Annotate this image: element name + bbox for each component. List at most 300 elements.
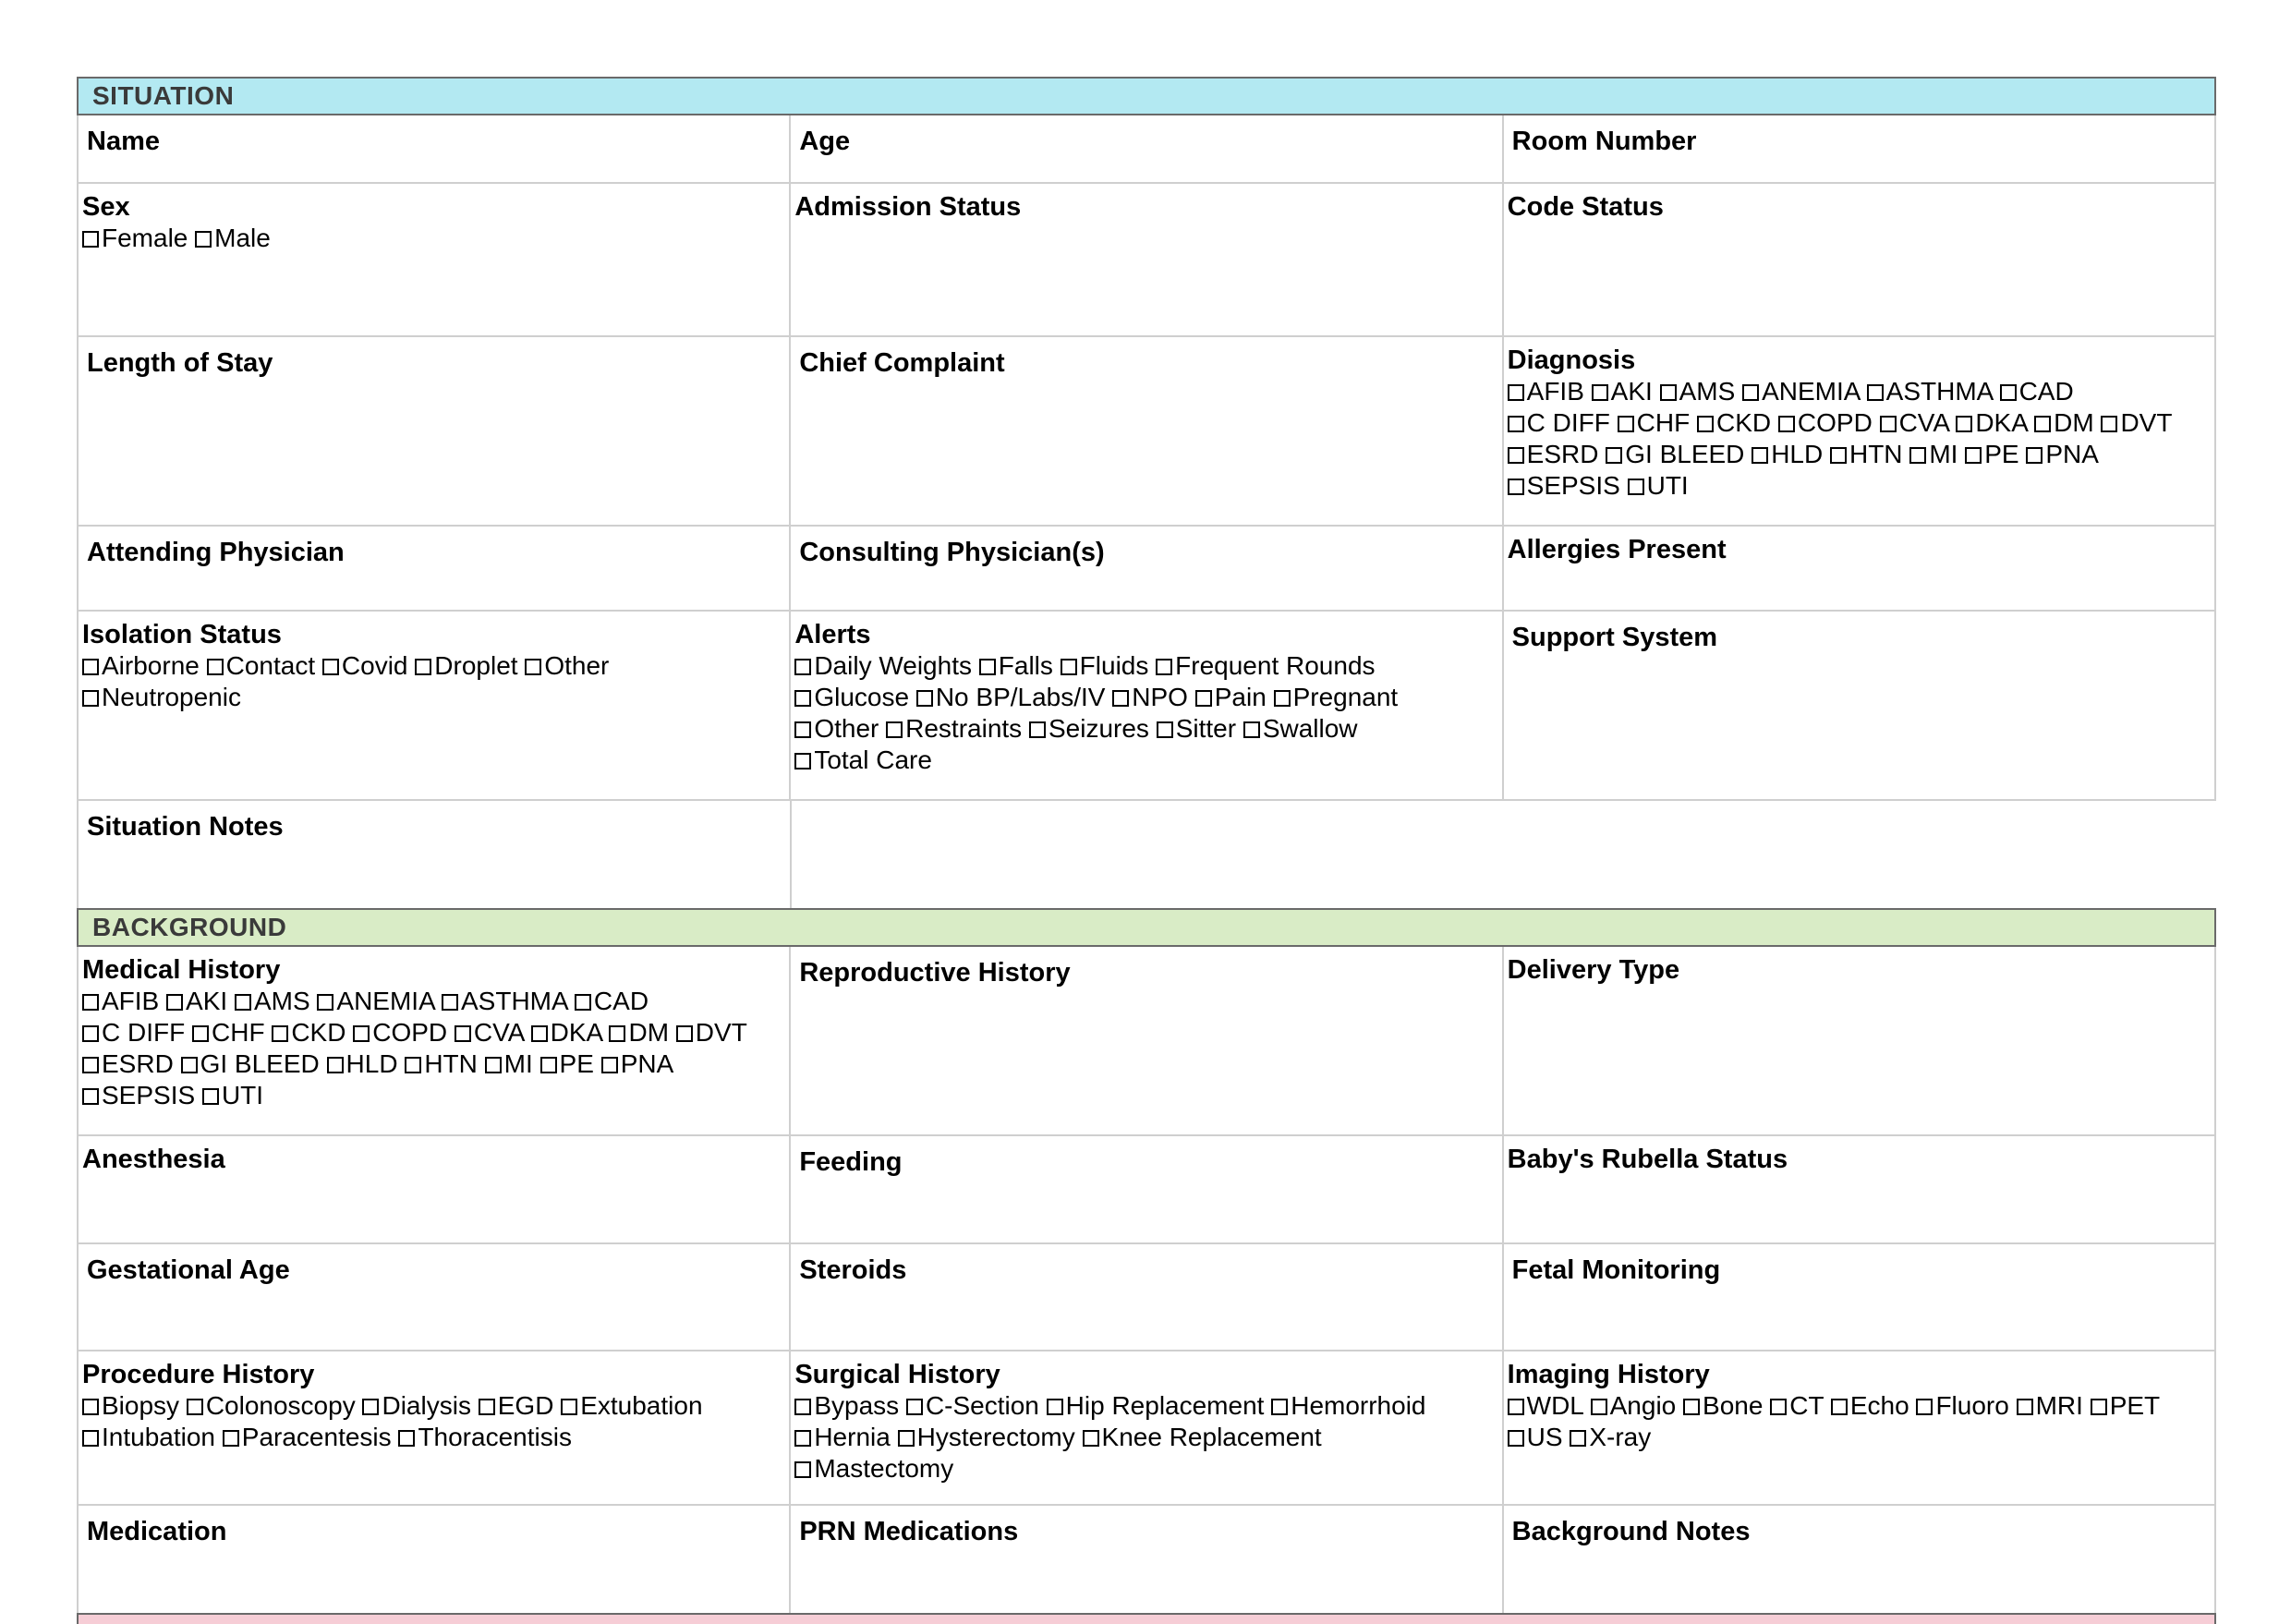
checkbox-option[interactable] bbox=[327, 1049, 398, 1078]
options-line bbox=[1508, 376, 2211, 407]
checkbox-option[interactable] bbox=[1742, 377, 1860, 406]
checkbox-option-label: ANEMIA bbox=[1762, 377, 1860, 406]
checkbox-icon[interactable] bbox=[1508, 479, 1524, 495]
background-row-2 bbox=[77, 1136, 2216, 1244]
procedure-history-options bbox=[82, 1390, 785, 1453]
checkbox-option-label: Other bbox=[814, 714, 879, 743]
checkbox-option[interactable] bbox=[1508, 1391, 1583, 1420]
delivery-type-field[interactable] bbox=[1504, 947, 2216, 1136]
options-line bbox=[1508, 1390, 2211, 1422]
checkbox-option[interactable] bbox=[1029, 714, 1149, 743]
checkbox-option[interactable] bbox=[166, 987, 227, 1015]
checkbox-option[interactable] bbox=[794, 1423, 890, 1451]
checkbox-option[interactable] bbox=[1112, 683, 1188, 711]
checkbox-icon[interactable] bbox=[1880, 416, 1897, 432]
checkbox-option[interactable] bbox=[272, 1018, 345, 1047]
checkbox-icon[interactable] bbox=[979, 659, 996, 675]
situation-section-header bbox=[77, 77, 2216, 115]
checkbox-option[interactable] bbox=[1697, 408, 1771, 437]
checkbox-icon[interactable] bbox=[1956, 416, 1972, 432]
checkbox-option[interactable] bbox=[1830, 440, 1903, 468]
checkbox-icon[interactable] bbox=[1830, 447, 1847, 464]
checkbox-icon[interactable] bbox=[442, 994, 458, 1011]
checkbox-option-label: Airborne bbox=[102, 651, 200, 680]
checkbox-option[interactable] bbox=[794, 651, 972, 680]
checkbox-option-label: DM bbox=[2054, 408, 2094, 437]
checkbox-option-label: Extubation bbox=[580, 1391, 703, 1420]
checkbox-icon[interactable] bbox=[317, 994, 333, 1011]
checkbox-option[interactable] bbox=[1965, 440, 2018, 468]
checkbox-icon[interactable] bbox=[898, 1430, 915, 1447]
checkbox-option-label: PE bbox=[559, 1049, 594, 1078]
medication-field[interactable] bbox=[79, 1506, 791, 1613]
checkbox-option[interactable] bbox=[362, 1391, 470, 1420]
checkbox-icon[interactable] bbox=[1157, 721, 1173, 738]
support-system-label: Support System bbox=[1511, 623, 1718, 652]
support-system-field[interactable] bbox=[1504, 612, 2216, 801]
length-of-stay-label: Length of Stay bbox=[87, 348, 273, 378]
checkbox-icon[interactable] bbox=[609, 1025, 625, 1042]
checkbox-icon[interactable] bbox=[202, 1088, 219, 1105]
checkbox-icon[interactable] bbox=[479, 1399, 495, 1415]
checkbox-icon[interactable] bbox=[1047, 1399, 1063, 1415]
checkbox-icon[interactable] bbox=[398, 1430, 415, 1447]
options-line bbox=[1508, 470, 2211, 502]
checkbox-option-label: HLD bbox=[1771, 440, 1824, 468]
checkbox-icon[interactable] bbox=[1752, 447, 1768, 464]
checkbox-icon[interactable] bbox=[2017, 1399, 2033, 1415]
gestational-age-field[interactable] bbox=[79, 1244, 791, 1351]
checkbox-option-label: AFIB bbox=[1526, 377, 1584, 406]
checkbox-option[interactable] bbox=[2026, 440, 2099, 468]
allergies-present-label: Allergies Present bbox=[1507, 535, 1727, 564]
age-field[interactable] bbox=[791, 115, 1503, 184]
checkbox-option[interactable] bbox=[1660, 377, 1736, 406]
feeding-label: Feeding bbox=[799, 1147, 903, 1177]
checkbox-icon[interactable] bbox=[1083, 1430, 1099, 1447]
checkbox-option[interactable] bbox=[1243, 714, 1358, 743]
sex-checkbox-option[interactable]: Male bbox=[195, 224, 271, 252]
options-line bbox=[1508, 1422, 2211, 1453]
checkbox-icon[interactable] bbox=[181, 1057, 198, 1073]
checkbox-icon[interactable] bbox=[1606, 447, 1622, 464]
anesthesia-label: Anesthesia bbox=[82, 1145, 225, 1174]
checkbox-option[interactable] bbox=[1880, 408, 1949, 437]
checkbox-option-label: NPO bbox=[1132, 683, 1188, 711]
checkbox-icon[interactable] bbox=[1742, 384, 1759, 401]
checkbox-option-label: Falls bbox=[998, 651, 1053, 680]
checkbox-icon[interactable] bbox=[192, 1025, 209, 1042]
checkbox-option[interactable] bbox=[794, 1391, 899, 1420]
checkbox-icon[interactable] bbox=[886, 721, 903, 738]
checkbox-icon[interactable] bbox=[575, 994, 591, 1011]
checkbox-icon[interactable] bbox=[1916, 1399, 1933, 1415]
checkbox-icon[interactable] bbox=[1697, 416, 1714, 432]
checkbox-icon[interactable] bbox=[82, 690, 99, 707]
options-line bbox=[82, 986, 785, 1017]
checkbox-icon[interactable] bbox=[794, 690, 811, 707]
options-line bbox=[82, 1080, 785, 1111]
checkbox-option[interactable] bbox=[2101, 408, 2172, 437]
checkbox-option[interactable] bbox=[1606, 440, 1744, 468]
checkbox-option[interactable] bbox=[1570, 1423, 1651, 1451]
checkbox-option-label: ESRD bbox=[102, 1049, 174, 1078]
checkbox-option[interactable] bbox=[207, 651, 316, 680]
checkbox-icon[interactable] bbox=[1029, 721, 1046, 738]
checkbox-icon[interactable] bbox=[1508, 384, 1524, 401]
checkbox-option[interactable] bbox=[479, 1391, 554, 1420]
room-number-field[interactable] bbox=[1504, 115, 2216, 184]
checkbox-option[interactable] bbox=[1047, 1391, 1265, 1420]
checkbox-option[interactable] bbox=[82, 651, 200, 680]
checkbox-option[interactable] bbox=[794, 1454, 953, 1483]
checkbox-option[interactable] bbox=[601, 1049, 674, 1078]
checkbox-option-label: Dialysis bbox=[382, 1391, 471, 1420]
checkbox-option[interactable] bbox=[322, 651, 408, 680]
checkbox-option[interactable] bbox=[2000, 377, 2074, 406]
checkbox-option[interactable] bbox=[794, 714, 879, 743]
checkbox-icon[interactable] bbox=[525, 659, 541, 675]
checkbox-option[interactable] bbox=[906, 1391, 1039, 1420]
code-status-label: Code Status bbox=[1507, 192, 1664, 222]
checkbox-icon[interactable] bbox=[1683, 1399, 1700, 1415]
checkbox-option-label: DVT bbox=[2120, 408, 2173, 437]
diagnosis-label: Diagnosis bbox=[1507, 345, 1636, 375]
checkbox-option-label: COPD bbox=[1797, 408, 1873, 437]
length-of-stay-field[interactable] bbox=[79, 337, 791, 527]
checkbox-icon[interactable] bbox=[82, 1057, 99, 1073]
sex-field bbox=[79, 184, 791, 337]
checkbox-option[interactable] bbox=[794, 745, 932, 774]
checkbox-option[interactable] bbox=[886, 714, 1022, 743]
checkbox-icon[interactable] bbox=[794, 721, 811, 738]
checkbox-icon[interactable] bbox=[223, 1430, 239, 1447]
checkbox-icon[interactable] bbox=[2026, 447, 2043, 464]
checkbox-option[interactable] bbox=[82, 1081, 195, 1109]
checkbox-option[interactable] bbox=[540, 1049, 594, 1078]
checkbox-option[interactable] bbox=[916, 683, 1106, 711]
situation-row-6 bbox=[77, 801, 2216, 908]
sbar-report-form bbox=[77, 77, 2216, 1624]
checkbox-icon[interactable] bbox=[1274, 690, 1291, 707]
checkbox-icon[interactable] bbox=[187, 1399, 203, 1415]
checkbox-icon[interactable] bbox=[1570, 1430, 1586, 1447]
checkbox-option-label: C-Section bbox=[925, 1391, 1039, 1420]
checkbox-option[interactable] bbox=[415, 651, 517, 680]
chief-complaint-label: Chief Complaint bbox=[799, 348, 1005, 378]
checkbox-option[interactable] bbox=[525, 651, 609, 680]
options-line bbox=[794, 1422, 1497, 1453]
checkbox-option[interactable] bbox=[192, 1018, 265, 1047]
checkbox-option[interactable] bbox=[979, 651, 1053, 680]
chief-complaint-field[interactable] bbox=[791, 337, 1503, 527]
checkbox-icon[interactable] bbox=[1156, 659, 1172, 675]
checkbox-option-label: SEPSIS bbox=[1526, 471, 1620, 500]
checkbox-option-label: Fluoro bbox=[1935, 1391, 2009, 1420]
consulting-physicians-field[interactable] bbox=[791, 527, 1503, 612]
checkbox-icon[interactable] bbox=[561, 1399, 577, 1415]
background-notes-field[interactable] bbox=[1504, 1506, 2216, 1613]
checkbox-icon[interactable] bbox=[1508, 1399, 1524, 1415]
checkbox-icon[interactable] bbox=[2091, 1399, 2107, 1415]
checkbox-icon[interactable] bbox=[82, 659, 99, 675]
checkbox-icon[interactable] bbox=[1243, 721, 1260, 738]
code-status-field[interactable] bbox=[1504, 184, 2216, 337]
checkbox-icon[interactable] bbox=[485, 1057, 502, 1073]
checkbox-option[interactable] bbox=[82, 1018, 185, 1047]
checkbox-icon[interactable] bbox=[1112, 690, 1129, 707]
checkbox-icon[interactable] bbox=[794, 1430, 811, 1447]
checkbox-icon[interactable] bbox=[322, 659, 339, 675]
checkbox-icon[interactable] bbox=[82, 994, 99, 1011]
checkbox-option[interactable] bbox=[82, 683, 241, 711]
checkbox-option[interactable] bbox=[2034, 408, 2094, 437]
prn-medications-field[interactable] bbox=[791, 1506, 1503, 1613]
checkbox-option[interactable] bbox=[1778, 408, 1873, 437]
situation-notes-field[interactable] bbox=[79, 801, 792, 908]
feeding-field[interactable] bbox=[791, 1136, 1503, 1244]
allergies-present-field[interactable] bbox=[1504, 527, 2216, 612]
checkbox-option-label: MI bbox=[503, 1049, 533, 1078]
anesthesia-field[interactable] bbox=[79, 1136, 791, 1244]
checkbox-icon[interactable] bbox=[2000, 384, 2017, 401]
checkbox-option[interactable] bbox=[442, 987, 567, 1015]
checkbox-icon[interactable] bbox=[1660, 384, 1677, 401]
background-notes-label: Background Notes bbox=[1511, 1517, 1751, 1546]
checkbox-option-label: EGD bbox=[497, 1391, 554, 1420]
checkbox-option[interactable] bbox=[82, 1049, 174, 1078]
steroids-field[interactable] bbox=[791, 1244, 1503, 1351]
checkbox-option[interactable] bbox=[455, 1018, 524, 1047]
checkbox-option[interactable] bbox=[223, 1423, 392, 1451]
checkbox-option-label: ASTHMA bbox=[461, 987, 568, 1015]
checkbox-option[interactable] bbox=[1157, 714, 1236, 743]
checkbox-option[interactable] bbox=[1508, 408, 1610, 437]
options-line bbox=[794, 1453, 1497, 1485]
checkbox-option-label: Frequent Rounds bbox=[1175, 651, 1376, 680]
checkbox-option[interactable] bbox=[561, 1391, 702, 1420]
checkbox-option[interactable] bbox=[1618, 408, 1691, 437]
checkbox-option[interactable] bbox=[2091, 1391, 2160, 1420]
checkbox-option[interactable] bbox=[317, 987, 434, 1015]
reproductive-history-field[interactable] bbox=[791, 947, 1503, 1136]
checkbox-icon[interactable] bbox=[1508, 447, 1524, 464]
checkbox-icon[interactable] bbox=[1778, 416, 1795, 432]
checkbox-option[interactable] bbox=[1274, 683, 1399, 711]
checkbox-option[interactable] bbox=[181, 1049, 320, 1078]
checkbox-option[interactable] bbox=[1508, 440, 1599, 468]
situation-notes-label: Situation Notes bbox=[87, 812, 284, 842]
checkbox-icon[interactable] bbox=[195, 231, 212, 248]
checkbox-icon[interactable] bbox=[1591, 1399, 1607, 1415]
situation-row-1 bbox=[77, 115, 2216, 184]
checkbox-option[interactable] bbox=[1628, 471, 1689, 500]
checkbox-option[interactable] bbox=[1591, 1391, 1677, 1420]
checkbox-icon[interactable] bbox=[794, 659, 811, 675]
checkbox-option-label: Thoracentisis bbox=[418, 1423, 572, 1451]
checkbox-icon[interactable] bbox=[916, 690, 933, 707]
checkbox-option[interactable] bbox=[1156, 651, 1375, 680]
checkbox-option[interactable] bbox=[1831, 1391, 1909, 1420]
checkbox-option-label: AMS bbox=[1679, 377, 1736, 406]
checkbox-option[interactable] bbox=[575, 987, 649, 1015]
checkbox-option[interactable] bbox=[485, 1049, 533, 1078]
checkbox-option-label: PNA bbox=[620, 1049, 674, 1078]
checkbox-icon[interactable] bbox=[531, 1025, 548, 1042]
checkbox-option[interactable] bbox=[1683, 1391, 1763, 1420]
checkbox-option[interactable] bbox=[187, 1391, 356, 1420]
checkbox-icon[interactable] bbox=[207, 659, 224, 675]
gestational-age-label: Gestational Age bbox=[87, 1255, 290, 1285]
checkbox-icon[interactable] bbox=[2034, 416, 2051, 432]
checkbox-icon[interactable] bbox=[1508, 1430, 1524, 1447]
options-line bbox=[794, 745, 1497, 776]
checkbox-icon[interactable] bbox=[272, 1025, 288, 1042]
checkbox-option-label: Pregnant bbox=[1292, 683, 1399, 711]
consulting-physicians-label: Consulting Physician(s) bbox=[799, 538, 1105, 567]
medical-history-field bbox=[79, 947, 791, 1136]
checkbox-icon[interactable] bbox=[82, 1025, 99, 1042]
surgical-history-label: Surgical History bbox=[794, 1360, 1000, 1389]
checkbox-option[interactable] bbox=[1752, 440, 1823, 468]
babys-rubella-status-label: Baby's Rubella Status bbox=[1507, 1145, 1788, 1174]
checkbox-option-label: CHF bbox=[212, 1018, 265, 1047]
sex-checkbox-option[interactable]: Female bbox=[82, 224, 188, 252]
checkbox-option[interactable] bbox=[1195, 683, 1267, 711]
checkbox-icon[interactable] bbox=[2101, 416, 2117, 432]
checkbox-option[interactable] bbox=[353, 1018, 447, 1047]
isolation-status-options bbox=[82, 650, 785, 713]
checkbox-icon[interactable] bbox=[82, 1399, 99, 1415]
checkbox-option-label: Hemorrhoid bbox=[1291, 1391, 1426, 1420]
age-label: Age bbox=[799, 127, 851, 156]
admission-status-label: Admission Status bbox=[794, 192, 1022, 222]
checkbox-icon[interactable] bbox=[1770, 1399, 1787, 1415]
checkbox-icon[interactable] bbox=[601, 1057, 618, 1073]
checkbox-icon[interactable] bbox=[1965, 447, 1982, 464]
checkbox-icon[interactable] bbox=[794, 1399, 811, 1415]
checkbox-option[interactable] bbox=[82, 1423, 215, 1451]
checkbox-icon[interactable] bbox=[82, 231, 99, 248]
checkbox-icon[interactable] bbox=[906, 1399, 923, 1415]
checkbox-icon[interactable] bbox=[1271, 1399, 1288, 1415]
checkbox-option[interactable] bbox=[1508, 1423, 1563, 1451]
checkbox-option[interactable] bbox=[1061, 651, 1149, 680]
admission-status-field[interactable] bbox=[791, 184, 1503, 337]
background-row-1 bbox=[77, 947, 2216, 1136]
checkbox-option[interactable] bbox=[398, 1423, 572, 1451]
babys-rubella-status-field[interactable] bbox=[1504, 1136, 2216, 1244]
checkbox-option-label: COPD bbox=[372, 1018, 448, 1047]
medical-history-label: Medical History bbox=[82, 955, 281, 985]
checkbox-option-label: DKA bbox=[550, 1018, 602, 1047]
checkbox-option[interactable] bbox=[1508, 471, 1620, 500]
checkbox-icon[interactable] bbox=[327, 1057, 344, 1073]
checkbox-option[interactable] bbox=[1271, 1391, 1425, 1420]
medical-history-options bbox=[82, 986, 785, 1111]
checkbox-option-label: UTI bbox=[221, 1081, 264, 1109]
situation-header-label: SITUATION bbox=[92, 81, 235, 110]
checkbox-icon[interactable] bbox=[166, 994, 183, 1011]
checkbox-option-label: Pain bbox=[1214, 683, 1267, 711]
steroids-label: Steroids bbox=[799, 1255, 907, 1285]
checkbox-option-label: PE bbox=[1984, 440, 2019, 468]
checkbox-icon[interactable] bbox=[1909, 447, 1926, 464]
checkbox-option-label: No BP/Labs/IV bbox=[935, 683, 1106, 711]
checkbox-option[interactable] bbox=[1956, 408, 2027, 437]
checkbox-icon[interactable] bbox=[415, 659, 431, 675]
checkbox-option[interactable] bbox=[82, 987, 159, 1015]
options-line bbox=[1508, 407, 2211, 439]
checkbox-option[interactable] bbox=[82, 1391, 179, 1420]
checkbox-option-label: Contact bbox=[225, 651, 316, 680]
checkbox-icon[interactable] bbox=[1592, 384, 1608, 401]
checkbox-option-label: DM bbox=[628, 1018, 670, 1047]
checkbox-icon[interactable] bbox=[362, 1399, 379, 1415]
checkbox-option-label: AKI bbox=[186, 987, 228, 1015]
checkbox-option-label: Neutropenic bbox=[102, 683, 241, 711]
checkbox-option[interactable] bbox=[898, 1423, 1075, 1451]
checkbox-icon[interactable] bbox=[1061, 659, 1077, 675]
checkbox-icon[interactable] bbox=[353, 1025, 370, 1042]
checkbox-option-label: C DIFF bbox=[102, 1018, 186, 1047]
checkbox-icon[interactable] bbox=[794, 1461, 811, 1478]
checkbox-icon[interactable] bbox=[1628, 479, 1644, 495]
checkbox-option[interactable] bbox=[609, 1018, 669, 1047]
checkbox-option-label: CAD bbox=[593, 987, 649, 1015]
checkbox-icon[interactable] bbox=[235, 994, 251, 1011]
checkbox-option-label: Total Care bbox=[814, 745, 932, 774]
checkbox-option[interactable] bbox=[1867, 377, 1993, 406]
checkbox-option[interactable] bbox=[1909, 440, 1958, 468]
checkbox-option-label: AKI bbox=[1610, 377, 1653, 406]
checkbox-icon[interactable] bbox=[1618, 416, 1634, 432]
checkbox-option[interactable] bbox=[1916, 1391, 2008, 1420]
checkbox-option[interactable] bbox=[235, 987, 310, 1015]
checkbox-icon[interactable] bbox=[1831, 1399, 1848, 1415]
checkbox-option[interactable] bbox=[405, 1049, 478, 1078]
checkbox-option[interactable] bbox=[1770, 1391, 1824, 1420]
attending-physician-field[interactable] bbox=[79, 527, 791, 612]
checkbox-icon[interactable] bbox=[82, 1088, 99, 1105]
checkbox-icon[interactable] bbox=[455, 1025, 471, 1042]
imaging-history-options bbox=[1508, 1390, 2211, 1453]
options-line bbox=[82, 1422, 785, 1453]
checkbox-option[interactable] bbox=[1508, 377, 1584, 406]
checkbox-option-label: Echo bbox=[1849, 1391, 1909, 1420]
background-row-3 bbox=[77, 1244, 2216, 1351]
fetal-monitoring-field[interactable] bbox=[1504, 1244, 2216, 1351]
checkbox-icon[interactable] bbox=[794, 753, 811, 770]
checkbox-option-label: CKD bbox=[1715, 408, 1772, 437]
checkbox-option[interactable] bbox=[531, 1018, 602, 1047]
checkbox-option[interactable] bbox=[1083, 1423, 1322, 1451]
checkbox-icon[interactable] bbox=[540, 1057, 557, 1073]
checkbox-option[interactable] bbox=[202, 1081, 263, 1109]
checkbox-option[interactable] bbox=[2017, 1391, 2083, 1420]
situation-row-5 bbox=[77, 612, 2216, 801]
checkbox-icon[interactable] bbox=[1195, 690, 1212, 707]
checkbox-option[interactable] bbox=[794, 683, 909, 711]
checkbox-icon[interactable] bbox=[1867, 384, 1884, 401]
name-field[interactable] bbox=[79, 115, 791, 184]
checkbox-icon[interactable] bbox=[405, 1057, 421, 1073]
checkbox-icon[interactable] bbox=[676, 1025, 693, 1042]
checkbox-option[interactable] bbox=[1592, 377, 1653, 406]
checkbox-option[interactable] bbox=[676, 1018, 747, 1047]
checkbox-icon[interactable] bbox=[1508, 416, 1524, 432]
checkbox-icon[interactable] bbox=[82, 1430, 99, 1447]
